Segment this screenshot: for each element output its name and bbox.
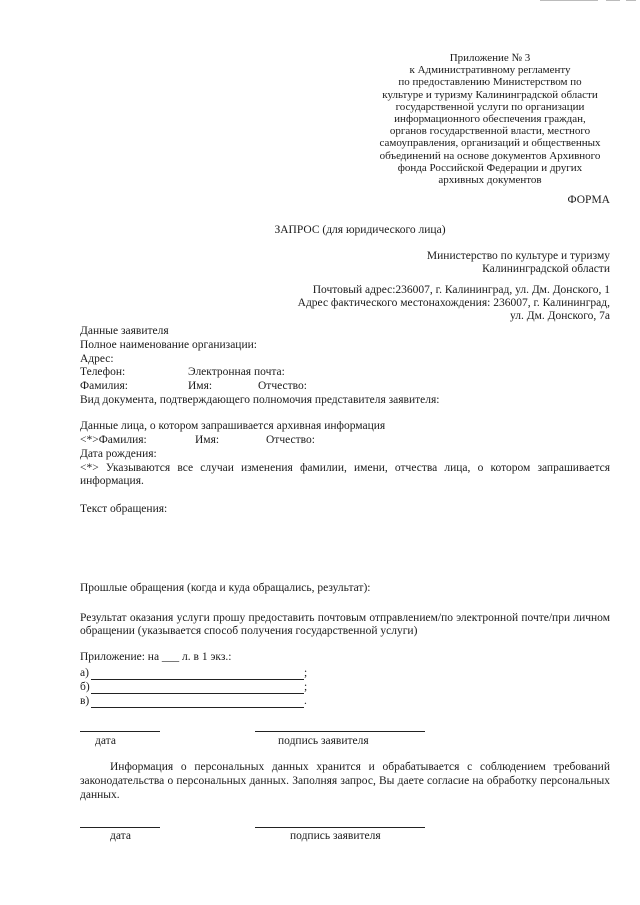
appendix-line: информационного обеспечения граждан, bbox=[394, 113, 586, 126]
applicant-patronymic-label: Отчество: bbox=[258, 380, 307, 392]
subject-patronymic-label: Отчество: bbox=[266, 434, 315, 446]
applicant-address-label: Адрес: bbox=[80, 353, 114, 365]
subject-heading: Данные лица, о котором запрашивается архивная информация bbox=[80, 420, 386, 432]
appendix-line: культуре и туризму Калининградской области bbox=[382, 88, 598, 101]
attachment-end-a: ; bbox=[304, 667, 308, 679]
appendix-line: самоуправления, организаций и общественных bbox=[379, 137, 601, 150]
ministry-name: Министерство по культуре и туризму bbox=[426, 250, 610, 262]
appendix-block bbox=[340, 52, 640, 186]
signature-label: подпись заявителя bbox=[278, 735, 369, 747]
attachment-line-a bbox=[91, 679, 304, 680]
applicant-surname-label: Фамилия: bbox=[80, 380, 128, 392]
document-title: ЗАПРОС (для юридического лица) bbox=[274, 224, 446, 236]
subject-surname-label: <*>Фамилия: bbox=[80, 434, 147, 446]
date-line bbox=[80, 731, 160, 732]
date-label: дата bbox=[95, 735, 116, 747]
applicant-phone-label: Телефон: bbox=[80, 366, 126, 378]
past-requests-label: Прошлые обращения (когда и куда обращались, результат): bbox=[80, 582, 371, 594]
appendix-line: Приложение № 3 bbox=[449, 52, 531, 64]
request-text-label: Текст обращения: bbox=[80, 503, 168, 515]
ministry-block bbox=[427, 250, 610, 276]
form-label: ФОРМА bbox=[567, 194, 610, 206]
appendix-line: объединений на основе документов Архивного bbox=[379, 149, 601, 162]
signature-line bbox=[255, 731, 425, 732]
appendix-line: фонда Российской Федерации и других bbox=[397, 161, 583, 174]
subject-note: <*> Указываются все случаи изменения фамилии, имени, отчества лица, о котором запрашивается информация. bbox=[80, 462, 610, 487]
attachment-label: Приложение: на ___ л. в 1 экз.: bbox=[80, 651, 232, 663]
appendix-line: к Административному регламенту bbox=[409, 64, 571, 77]
attachment-item-c: в) bbox=[80, 695, 90, 707]
attachment-item-b: б) bbox=[80, 681, 90, 693]
applicant-heading: Данные заявителя bbox=[80, 325, 169, 337]
address-block bbox=[298, 284, 610, 323]
appendix-line: органов государственной власти, местного bbox=[389, 125, 591, 138]
attachment-line-c bbox=[91, 707, 304, 708]
ministry-region: Калининградской области bbox=[482, 263, 610, 275]
subject-name-label: Имя: bbox=[195, 434, 220, 446]
attachment-end-c: . bbox=[304, 695, 307, 707]
scan-artifact bbox=[540, 0, 640, 2]
applicant-name-label: Имя: bbox=[188, 380, 213, 392]
postal-address: Почтовый адрес:236007, г. Калининград, ул. Дм. Донского, 1 bbox=[312, 284, 610, 296]
signature-label-2: подпись заявителя bbox=[290, 830, 381, 842]
signature-line-2 bbox=[255, 827, 425, 828]
attachment-end-b: ; bbox=[304, 681, 308, 693]
result-method-text: Результат оказания услуги прошу предоставить почтовым отправлением/по электронной почте/при личном обращении (указывается способ получения государственной услуги) bbox=[80, 612, 610, 637]
applicant-org-label: Полное наименование организации: bbox=[80, 339, 257, 351]
appendix-line: государственной услуги по организации bbox=[395, 100, 585, 113]
applicant-doc-type-label: Вид документа, подтверждающего полномочия представителя заявителя: bbox=[80, 394, 440, 406]
actual-address: Адрес фактического местонахождения: 236007, г. Калининград, bbox=[297, 297, 610, 309]
actual-address-cont: ул. Дм. Донского, 7а bbox=[510, 310, 610, 322]
subject-birth-date-label: Дата рождения: bbox=[80, 448, 157, 460]
applicant-email-label: Электронная почта: bbox=[188, 366, 285, 378]
date-line-2 bbox=[80, 827, 160, 828]
privacy-notice: Информация о персональных данных хранится и обрабатывается с соблюдением требований законодательства о персональных данных. Заполняя запрос, Вы даете согласие на обработку персональных данных. bbox=[80, 761, 610, 801]
attachment-line-b bbox=[91, 693, 304, 694]
appendix-line: архивных документов bbox=[438, 174, 542, 187]
attachment-item-a: а) bbox=[80, 667, 89, 679]
date-label-2: дата bbox=[110, 830, 131, 842]
appendix-line: по предоставлению Министерством по bbox=[398, 76, 582, 89]
